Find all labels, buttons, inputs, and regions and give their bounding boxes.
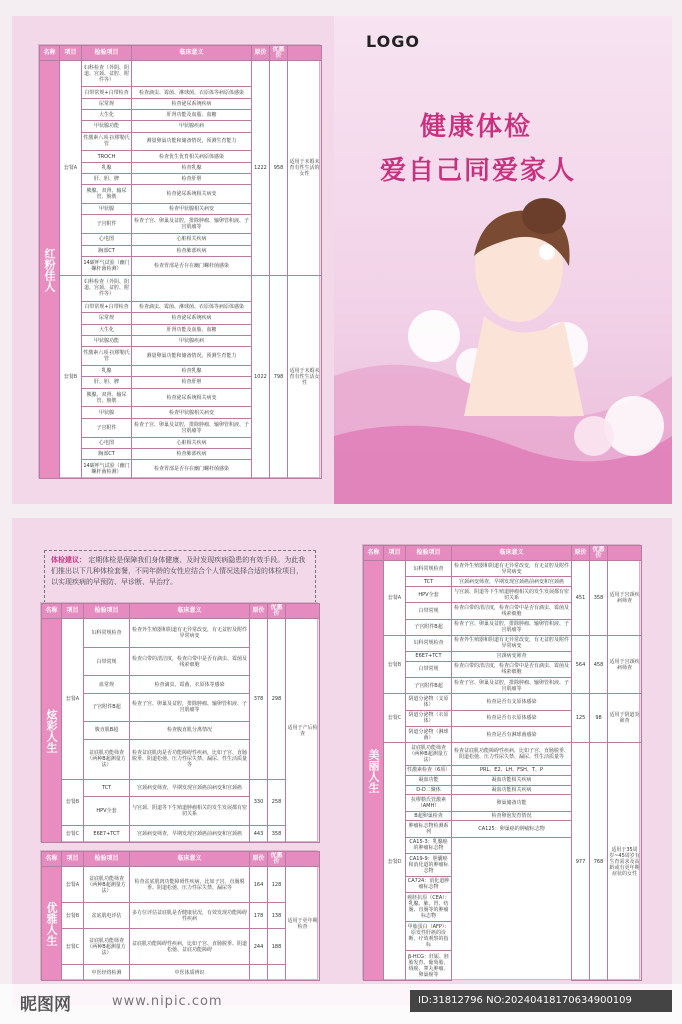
clinical-meaning: 检查外生殖器和阴道有无异常改变，有无盆腔及附件异常病变	[452, 635, 572, 651]
clinical-meaning: 检查子宫、卵巢及盆腔，排除肿瘤、输卵管积液、子宫肌瘤等	[132, 418, 252, 437]
check-item: TCT	[84, 779, 130, 796]
clinical-meaning	[132, 61, 252, 87]
watermark-url: www.nipic.com	[112, 994, 223, 1009]
original-price	[250, 965, 268, 981]
sale-price: 128	[268, 867, 286, 903]
check-item: 子宫附件B超	[84, 693, 130, 722]
clinical-meaning: 检查乳腺	[132, 366, 252, 377]
intro-title: 体检建议：	[51, 556, 86, 564]
header-check: 检验项目	[406, 546, 452, 561]
check-item: 白带常规+白带检查	[82, 87, 132, 98]
clinical-meaning: 肝肾功能及血脂、血糖	[132, 109, 252, 120]
check-item: 胰腺、双肾、输尿管、膀胱	[82, 388, 132, 407]
check-item: 乳腺	[82, 162, 132, 173]
clinical-meaning: 甲状腺疾病	[132, 335, 252, 346]
clinical-meaning: CA724：消化道肿瘤标志物	[406, 876, 452, 892]
sale-price: 138	[268, 903, 286, 929]
original-price: 164	[250, 867, 268, 903]
target-group: 适用于35周岁~45周岁有生育需求及高龄或有更年期症状的女性	[608, 743, 642, 981]
clinical-meaning: 宫颈病变筛查，早期发现宫颈癌前病变和宫颈癌	[130, 779, 250, 796]
elegant-table-card	[40, 850, 318, 980]
package-label: 套餐D	[384, 743, 406, 981]
clinical-meaning: 宫颈病变筛查，早期发现宫颈癌前病变和宫颈癌	[452, 577, 572, 587]
check-item: 甲状腺功能	[82, 121, 132, 132]
clinical-meaning: 多方位评估盆底肌是否健康状况，有效发现功能障碍性疾病	[130, 903, 250, 929]
original-price: 1022	[252, 275, 270, 478]
check-item: 性激素六项·抗缪勒氏管	[82, 132, 132, 151]
clinical-meaning: 肝肾功能及血脂、血糖	[132, 324, 252, 335]
logo: LOGO	[366, 32, 420, 51]
table-row	[42, 929, 320, 965]
target-group: 适用于未婚未育有性生活的女性	[288, 61, 322, 276]
cover-subtitle: 爱自己同爱家人	[380, 156, 577, 186]
clinical-meaning: 检查肝胆	[132, 173, 252, 184]
check-item: 肿瘤标志物检测系列	[406, 821, 452, 837]
clinical-meaning: 甲胎蛋白（AFP）：原发性肝癌的诊断、疗效观察的指标	[406, 922, 452, 951]
check-item: HPV全套	[406, 587, 452, 603]
clinical-meaning: 检查外生殖器和阴道有无异常改变，有无盆腔及附件异常病变	[452, 561, 572, 577]
clinical-meaning: 癌胚抗原（CEA）：乳腺、肺、胃、结肠、直肠等的肿瘤标志物	[406, 892, 452, 921]
header-orig: 原价	[572, 546, 590, 561]
check-item: 胸部CT	[82, 448, 132, 459]
check-item: 心电图	[82, 234, 132, 245]
clinical-meaning: PRL、E2、LH、FSH、T、P	[452, 765, 572, 775]
sale-price: 188	[268, 929, 286, 965]
clinical-meaning: 检查泌尿系统相关病变	[132, 388, 252, 407]
package-label: 套餐A	[384, 561, 406, 636]
clinical-meaning: 与宫颈、阴道等下生殖道肿瘤相关的发生发展都有密切关系	[130, 796, 250, 825]
header-check: 检验项目	[84, 604, 130, 619]
table-row	[42, 779, 320, 796]
header-meaning: 临床意义	[130, 604, 250, 619]
check-item: 妇科检查（外阴、阴道、宫颈、盆腔、附件等）	[82, 61, 132, 87]
check-item: 尿常规	[82, 313, 132, 324]
clinical-meaning: 检查甲状腺相关病变	[132, 204, 252, 215]
clinical-meaning: 检查是否有淋球菌感染	[452, 726, 572, 742]
section-name: 炫彩人生	[42, 619, 62, 843]
clinical-meaning: 测量卵巢功能和储备情况，预测生育能力	[132, 132, 252, 151]
header-name: 名称	[42, 604, 62, 619]
check-item: 白带常规+白带检查	[82, 302, 132, 313]
check-item: D-D二聚体	[406, 785, 452, 795]
original-price: 330	[250, 779, 268, 825]
check-item: 盆底肌功能筛查（两种B超测量方法）	[84, 867, 130, 903]
clinical-meaning	[132, 275, 252, 301]
check-item: 子宫附件	[82, 215, 132, 234]
check-item: 肝、胆、脾	[82, 173, 132, 184]
check-item: 14碳呼气试验（幽门螺杆菌检测）	[82, 256, 132, 275]
clinical-meaning: 检查滴虫、霉菌、淋球菌、衣原体等病原体感染	[132, 87, 252, 98]
clinical-meaning: 与宫颈、阴道等下生殖道肿瘤相关的发生发展都有密切关系	[452, 587, 572, 603]
clinical-meaning: 检查滴虫、霉菌、淋球菌、衣原体等病原体感染	[132, 302, 252, 313]
section-name: 优雅人生	[42, 867, 62, 981]
package-label: 套餐A	[62, 619, 84, 780]
check-item: 中医经络检测	[84, 965, 130, 981]
check-item: 阴道分泌物（衣原体）	[406, 710, 452, 726]
clinical-meaning: 检查甲状腺相关病变	[132, 407, 252, 418]
check-item: TROCH	[82, 151, 132, 162]
check-item: 妇科常规检查	[406, 561, 452, 577]
sale-price: 358	[268, 825, 286, 842]
check-item: 腹直肌B超	[84, 722, 130, 739]
beauty-table-card	[362, 544, 640, 980]
panel-cover	[334, 16, 672, 504]
clinical-meaning: 卵巢储备功能	[452, 795, 572, 811]
check-item: 盆底肌功能筛查（两种B超测量方法）	[84, 739, 130, 779]
header-orig: 原价	[252, 46, 270, 61]
clinical-meaning: 检查胃部是否存在幽门螺杆菌感染	[132, 460, 252, 479]
check-item: TCT	[406, 577, 452, 587]
target-group: 适用于未婚未育有性生活女性	[288, 275, 322, 478]
clinical-meaning: 检查肺部疾病	[132, 245, 252, 256]
original-price: 178	[250, 903, 268, 929]
target-group: 适用于宫颈疾病筛查	[608, 561, 642, 636]
package-label: 套餐C	[62, 825, 84, 842]
check-item: 阴道分泌物（淋球菌）	[406, 726, 452, 742]
cover-illustration	[334, 16, 672, 504]
original-price: 451	[572, 561, 590, 636]
header-name: 名称	[42, 852, 62, 867]
check-item: 白带常规	[84, 647, 130, 676]
table-row	[42, 965, 320, 981]
check-item: 抗缪勒氏管激素（AMH）	[406, 795, 452, 811]
header-sale: 优惠价	[268, 604, 286, 619]
header-meaning: 临床意义	[452, 546, 572, 561]
check-item: 盆底肌电评估	[84, 903, 130, 929]
clinical-meaning: 检查盆底肌肉是否功能障碍性疾病，比如子宫、直肠脱垂、阴道松弛、压力性尿失禁、漏尿、性生活质量等	[130, 739, 250, 779]
check-item: 妇科检查（外阴、阴道、宫颈、盆腔、附件等）	[82, 275, 132, 301]
check-item: 肝、胆、脾	[82, 377, 132, 388]
clinical-meaning: 凝血功能相关疾病	[452, 775, 572, 785]
clinical-meaning: CA19-9：胆囊癌和消化道的肿瘤标志物	[406, 853, 452, 876]
clinical-meaning: 检查盆底肌肉功能障碍性疾病，比如子宫、直肠脱垂、阴道松弛、压力性尿失禁、漏尿等	[130, 867, 250, 903]
package-label: 套餐B	[62, 779, 84, 825]
check-item: 性激素六项·抗缪勒氏管	[82, 347, 132, 366]
clinical-meaning: 凝血功能相关疾病	[452, 785, 572, 795]
check-item: 甲状腺功能	[82, 335, 132, 346]
sale-price: 458	[590, 635, 608, 694]
clinical-meaning: 心脏相关疾病	[132, 234, 252, 245]
clinical-meaning: 宫颈病变筛查	[452, 652, 572, 662]
table-row	[42, 903, 320, 929]
header-check: 检验项目	[82, 46, 132, 61]
header-name: 名称	[364, 546, 384, 561]
clinical-meaning: 检查外生殖器和阴道有无异常改变，有无盆腔及附件异常病变	[130, 619, 250, 648]
check-item: 乳腺	[82, 366, 132, 377]
watermark-id: ID:31812796 NO:20240418170634900109	[410, 990, 672, 1012]
clinical-meaning: 检查子宫、卵巢及盆腔，排除肿瘤、输卵管积液、子宫肌瘤等	[452, 619, 572, 635]
check-item: 大生化	[82, 109, 132, 120]
sale-price: 98	[590, 694, 608, 743]
clinical-meaning: 检查腹直肌分离情况	[130, 722, 250, 739]
target-group: 适用于产后检查	[286, 619, 320, 843]
table-row	[364, 561, 642, 577]
header-sale: 优惠价	[268, 852, 286, 867]
package-label: 套餐B	[60, 275, 82, 478]
header-sale: 优惠价	[590, 546, 608, 561]
clinical-meaning: 检查泌尿系统疾病	[132, 313, 252, 324]
original-price: 977	[572, 743, 590, 981]
section-name: 红粉佳人	[40, 61, 60, 479]
clinical-meaning: 甲状腺疾病	[132, 121, 252, 132]
target-group: 适用于宫颈疾病筛查	[608, 635, 642, 694]
clinical-meaning: 测量卵巢功能和储备情况，预测生育能力	[132, 347, 252, 366]
header-meaning: 临床意义	[130, 852, 250, 867]
header-orig: 原价	[250, 852, 268, 867]
header-check: 检验项目	[84, 852, 130, 867]
table-row	[364, 635, 642, 651]
clinical-meaning: 检查泌尿系统疾病	[132, 98, 252, 109]
check-item: 盆底肌功能筛查（两种B超测量方法）	[406, 743, 452, 766]
header-meaning: 临床意义	[132, 46, 252, 61]
check-item: 妇科常规检查	[84, 619, 130, 648]
clinical-meaning: 检查白带的清洁度，检查白带中是否有滴虫、霉菌及线索细胞	[130, 647, 250, 676]
sale-price	[268, 965, 286, 981]
check-item: 白带常规	[406, 661, 452, 677]
clinical-meaning: 检查乳腺	[132, 162, 252, 173]
check-item: 凝血功能	[406, 775, 452, 785]
check-item: 14碳呼气试验（幽门螺杆菌检测）	[82, 460, 132, 479]
clinical-meaning: 检查白带的清洁度，检查白带中是否有滴虫、霉菌及线索细胞	[452, 603, 572, 619]
original-price: 244	[250, 929, 268, 965]
package-label: 套餐C	[62, 929, 84, 965]
check-item: 甲状腺	[82, 204, 132, 215]
check-item: 子宫附件	[82, 418, 132, 437]
check-item: E6E7+TCT	[406, 652, 452, 662]
red-table	[39, 45, 322, 479]
package-label: 套餐B	[62, 903, 84, 929]
sale-price: 298	[268, 619, 286, 780]
header-sale: 优惠价	[270, 46, 288, 61]
check-item: 妇科常规检查	[406, 635, 452, 651]
clinical-meaning: 检查胃部是否存在幽门螺杆菌感染	[132, 256, 252, 275]
header-item: 项目	[62, 852, 84, 867]
clinical-meaning: 检查子宫、卵巢及盆腔，排除肿瘤、输卵管积液、子宫肌瘤等	[452, 678, 572, 694]
intro-text: 定期体检是保障我们身体健康、及时发现疾病隐患的有效手段。为此我们推出以下几种体检套餐，不同年龄的女性应结合个人情况选择合适的体检项目，以实现疾病的早预防、早诊断、早治疗。	[51, 556, 306, 586]
check-item: HPV全套	[84, 796, 130, 825]
table-row	[42, 619, 320, 648]
dazzle-table-card	[40, 602, 318, 842]
original-price: 443	[250, 825, 268, 842]
package-label: 套餐B	[384, 635, 406, 694]
package-label: 套餐A	[60, 61, 82, 276]
clinical-meaning: 检查滴虫、霉菌、衣原体等感染	[130, 676, 250, 693]
clinical-meaning: 心脏相关疾病	[132, 437, 252, 448]
check-item: 子宫附件B超	[406, 619, 452, 635]
package-label: 套餐A	[62, 867, 84, 903]
clinical-meaning: 检查白带的清洁度，检查白带中是否有滴虫、霉菌及线索细胞	[452, 661, 572, 677]
clinical-meaning: 宫颈病变筛查，早期发现宫颈癌前病变和宫颈癌	[130, 825, 250, 842]
original-price: 378	[250, 619, 268, 780]
clinical-meaning: 检查是否有衣原体感染	[452, 710, 572, 726]
red-table-card	[38, 44, 320, 478]
check-item: 白带常规	[406, 603, 452, 619]
check-item: E6E7+TCT	[84, 825, 130, 842]
section-name: 美丽人生	[364, 561, 384, 981]
table-row	[42, 867, 320, 903]
clinical-meaning: 检查优生优育相关病原体感染	[132, 151, 252, 162]
clinical-meaning: 检查子宫、卵巢及盆腔，排除肿瘤、输卵管积液、子宫肌瘤等	[130, 693, 250, 722]
check-item: 子宫附件B超	[406, 678, 452, 694]
check-item: 心电图	[82, 437, 132, 448]
clinical-meaning: 检查肝胆	[132, 377, 252, 388]
clinical-meaning: 盆底肌功能障碍性疾病，比如子宫、直肠脱垂、阴道松弛、盆底功能障碍	[130, 929, 250, 965]
clinical-meaning: CA15-3：乳腺癌的肿瘤标志物	[406, 837, 452, 853]
clinical-meaning: 检查肺部疾病	[132, 448, 252, 459]
header-name: 名称	[40, 46, 60, 61]
original-price: 564	[572, 635, 590, 694]
dazzle-table	[41, 603, 320, 843]
original-price: 1222	[252, 61, 270, 276]
original-price: 125	[572, 694, 590, 743]
check-item: 阴道分泌物（支原体）	[406, 694, 452, 710]
clinical-meaning: 检查卵泡发育情况	[452, 811, 572, 821]
check-item: 大生化	[82, 324, 132, 335]
header-item: 项目	[62, 604, 84, 619]
clinical-meaning: 检查泌尿系统相关病变	[132, 185, 252, 204]
cover-title: 健康体检	[420, 112, 533, 142]
package-label	[62, 965, 84, 981]
clinical-meaning: 检查盆底肌功能障碍性疾病，比如子宫、直肠脱垂、阴道松弛、压力性尿失禁、漏尿、性生活质量等	[452, 743, 572, 766]
table-row	[40, 61, 322, 87]
clinical-meaning: 中医体质辨识	[130, 965, 250, 981]
sale-price: 798	[270, 275, 288, 478]
target-group: 适用于阴道炎筛查	[608, 694, 642, 743]
table-row	[40, 275, 322, 301]
header-orig: 原价	[250, 604, 268, 619]
package-label: 套餐C	[384, 694, 406, 743]
header-item: 项目	[60, 46, 82, 61]
beauty-table	[363, 545, 642, 981]
clinical-meaning: 检查子宫、卵巢及盆腔，排除肿瘤、输卵管积液、子宫肌瘤等	[132, 215, 252, 234]
watermark-logo: 昵图网	[20, 995, 71, 1015]
check-item: 盆底肌功能筛查（两种B超测量方法）	[84, 929, 130, 965]
target-group: 适用于更年期检查	[286, 867, 320, 981]
header-item: 项目	[384, 546, 406, 561]
sale-price: 358	[590, 561, 608, 636]
check-item: 胰腺、双肾、输尿管、膀胱	[82, 185, 132, 204]
table-row	[364, 743, 642, 766]
table-row	[42, 825, 320, 842]
check-item: 性激素检查（6项）	[407, 767, 451, 774]
clinical-meaning: CA125：卵巢癌的肿瘤标志物	[452, 821, 572, 837]
clinical-meaning: 检查是否有支原体感染	[452, 694, 572, 710]
sale-price: 258	[268, 779, 286, 825]
sale-price: 768	[590, 743, 608, 981]
check-item: 血常规	[84, 676, 130, 693]
clinical-meaning: β-HCG：妊娠、胚胎发育、葡萄胎、绒癌、睾丸肿瘤、卵巢癌等	[406, 951, 452, 981]
check-item: 尿常规	[82, 98, 132, 109]
elegant-table	[41, 851, 320, 981]
check-item: B超卵巢检查	[406, 811, 452, 821]
sale-price: 958	[270, 61, 288, 276]
check-item: 甲状腺	[82, 407, 132, 418]
table-row	[364, 694, 642, 710]
check-item: 胸部CT	[82, 245, 132, 256]
